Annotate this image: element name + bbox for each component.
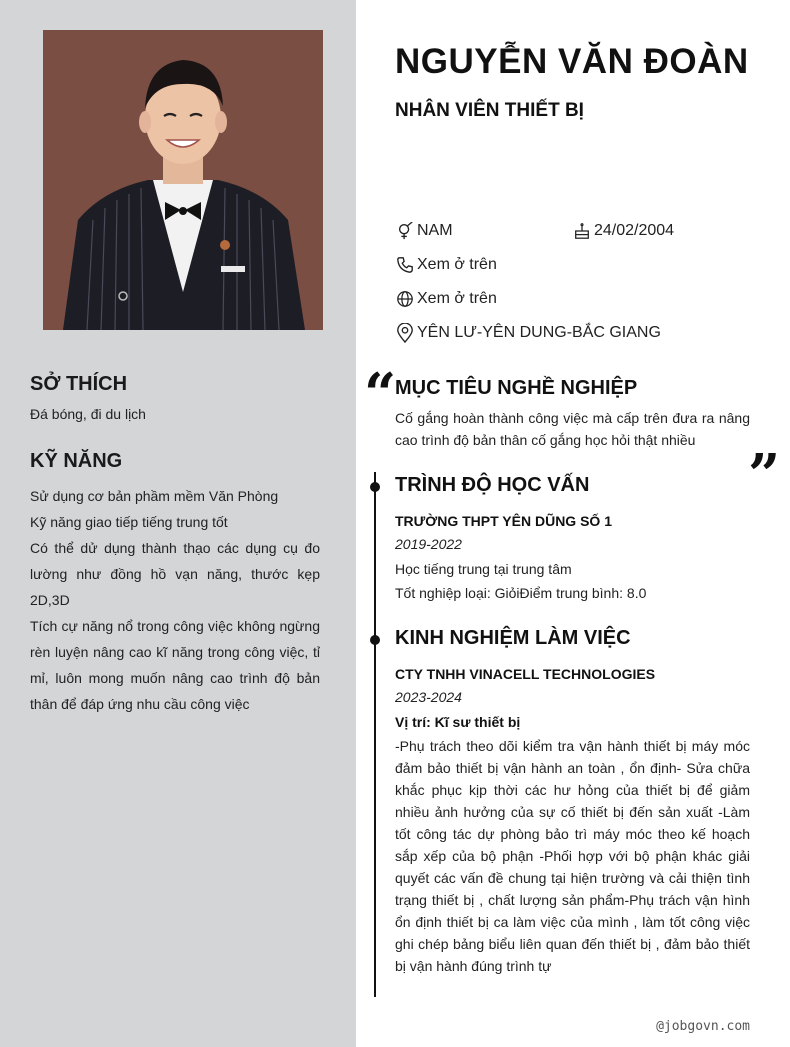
phone-icon (395, 255, 415, 275)
email-value: Xem ở trên (417, 290, 497, 307)
objective-heading: MỤC TIÊU NGHỀ NGHIỆP (395, 377, 638, 399)
gender-value: NAM (417, 222, 453, 239)
experience-timeline-dot (370, 635, 380, 645)
main-column (356, 0, 790, 1047)
company-name: CTY TNHH VINACELL TECHNOLOGIES (395, 666, 656, 682)
education-result: Tốt nghiệp loại: GiỏiĐiểm trung bình: 8.0 (395, 585, 647, 601)
skills-section (30, 450, 320, 717)
phone-value: Xem ở trên (417, 256, 497, 273)
skill-item: Tích cự năng nổ trong công việc không ngừng rèn luyện nâng cao kĩ năng trong công việc, tỉ mỉ, luôn mong muốn nâng cao trình độ bản thân để đáp ứng nhu cầu công việc (30, 618, 320, 712)
sidebar (0, 0, 356, 1047)
timeline-line (374, 472, 376, 997)
birthdate-value: 24/02/2004 (594, 222, 675, 239)
quote-open-icon: “ (364, 361, 397, 427)
skill-item: Sử dụng cơ bản phầm mềm Văn Phòng (30, 488, 279, 504)
hobbies-section (30, 373, 320, 422)
address-value: YÊN LƯ-YÊN DUNG-BẮC GIANG (417, 324, 661, 341)
map-pin-icon (395, 323, 415, 343)
job-position: Vị trí: Kĩ sư thiết bị (395, 714, 521, 730)
globe-icon (395, 289, 415, 309)
hobbies-text: Đá bóng, đi du lịch (30, 406, 146, 422)
gender-row (395, 221, 453, 241)
cake-icon (572, 221, 592, 241)
gender-icon (395, 221, 415, 241)
skill-item: Có thể dử dụng thành thạo các dụng cụ đo lường như đồng hồ vạn năng, thước kẹp 2D,3D (30, 540, 320, 608)
education-period: 2019-2022 (395, 536, 462, 552)
education-line: Học tiếng trung tại trung tâm (395, 561, 572, 577)
skills-heading: KỸ NĂNG (30, 450, 123, 472)
experience-heading: KINH NGHIỆM LÀM VIỆC (395, 627, 631, 649)
job-title: NHÂN VIÊN THIẾT BỊ (395, 100, 584, 121)
experience-period: 2023-2024 (395, 689, 462, 705)
objective-text: Cố gắng hoàn thành công việc mà cấp trên đưa ra nâng cao trình độ bản thân cố gắng học hỏi thật nhiều (395, 410, 750, 448)
quote-close-icon: ” (748, 442, 781, 508)
profile-photo (43, 30, 323, 330)
school-name: TRƯỜNG THPT YÊN DŨNG SỐ 1 (395, 513, 612, 529)
email-row (395, 289, 497, 309)
education-heading: TRÌNH ĐỘ HỌC VẤN (395, 474, 590, 496)
birthdate-row (572, 221, 674, 241)
experience-description: -Phụ trách theo dõi kiểm tra vận hành thiết bị máy móc đảm bảo thiết bị vận hành an toàn , ổn định- Sửa chữa khắc phục kịp thời các hư hỏng của thiết bị để giảm nhiều ảnh hưởng của sự cố thiết bị đến sản xuất -Làm tốt công tác dự phòng bảo trì máy móc theo kế hoạch sắp xếp của bộ phận -Phối hợp với bộ phận khác giải quyết các vấn đề chung tại hiện trường và cải thiện tình trạng thiết bị , chất lượng sản phẩm-Phụ trách vận hình ổn định thiết bị ca làm việc của mình , làm tốt công việc ghi chép bảng biểu liên quan đến thiết bị , đảm bảo thiết bị vận hành đúng trình tự (395, 738, 750, 974)
phone-row (395, 255, 497, 275)
address-row (395, 323, 661, 343)
watermark: @jobgovn.com (656, 1019, 750, 1034)
hobbies-heading: SỞ THÍCH (30, 373, 128, 395)
candidate-name: NGUYỄN VĂN ĐOÀN (395, 42, 749, 81)
education-timeline-dot (370, 482, 380, 492)
profile-photo-illustration (43, 30, 323, 330)
skill-item: Kỹ năng giao tiếp tiếng trung tốt (30, 514, 228, 530)
